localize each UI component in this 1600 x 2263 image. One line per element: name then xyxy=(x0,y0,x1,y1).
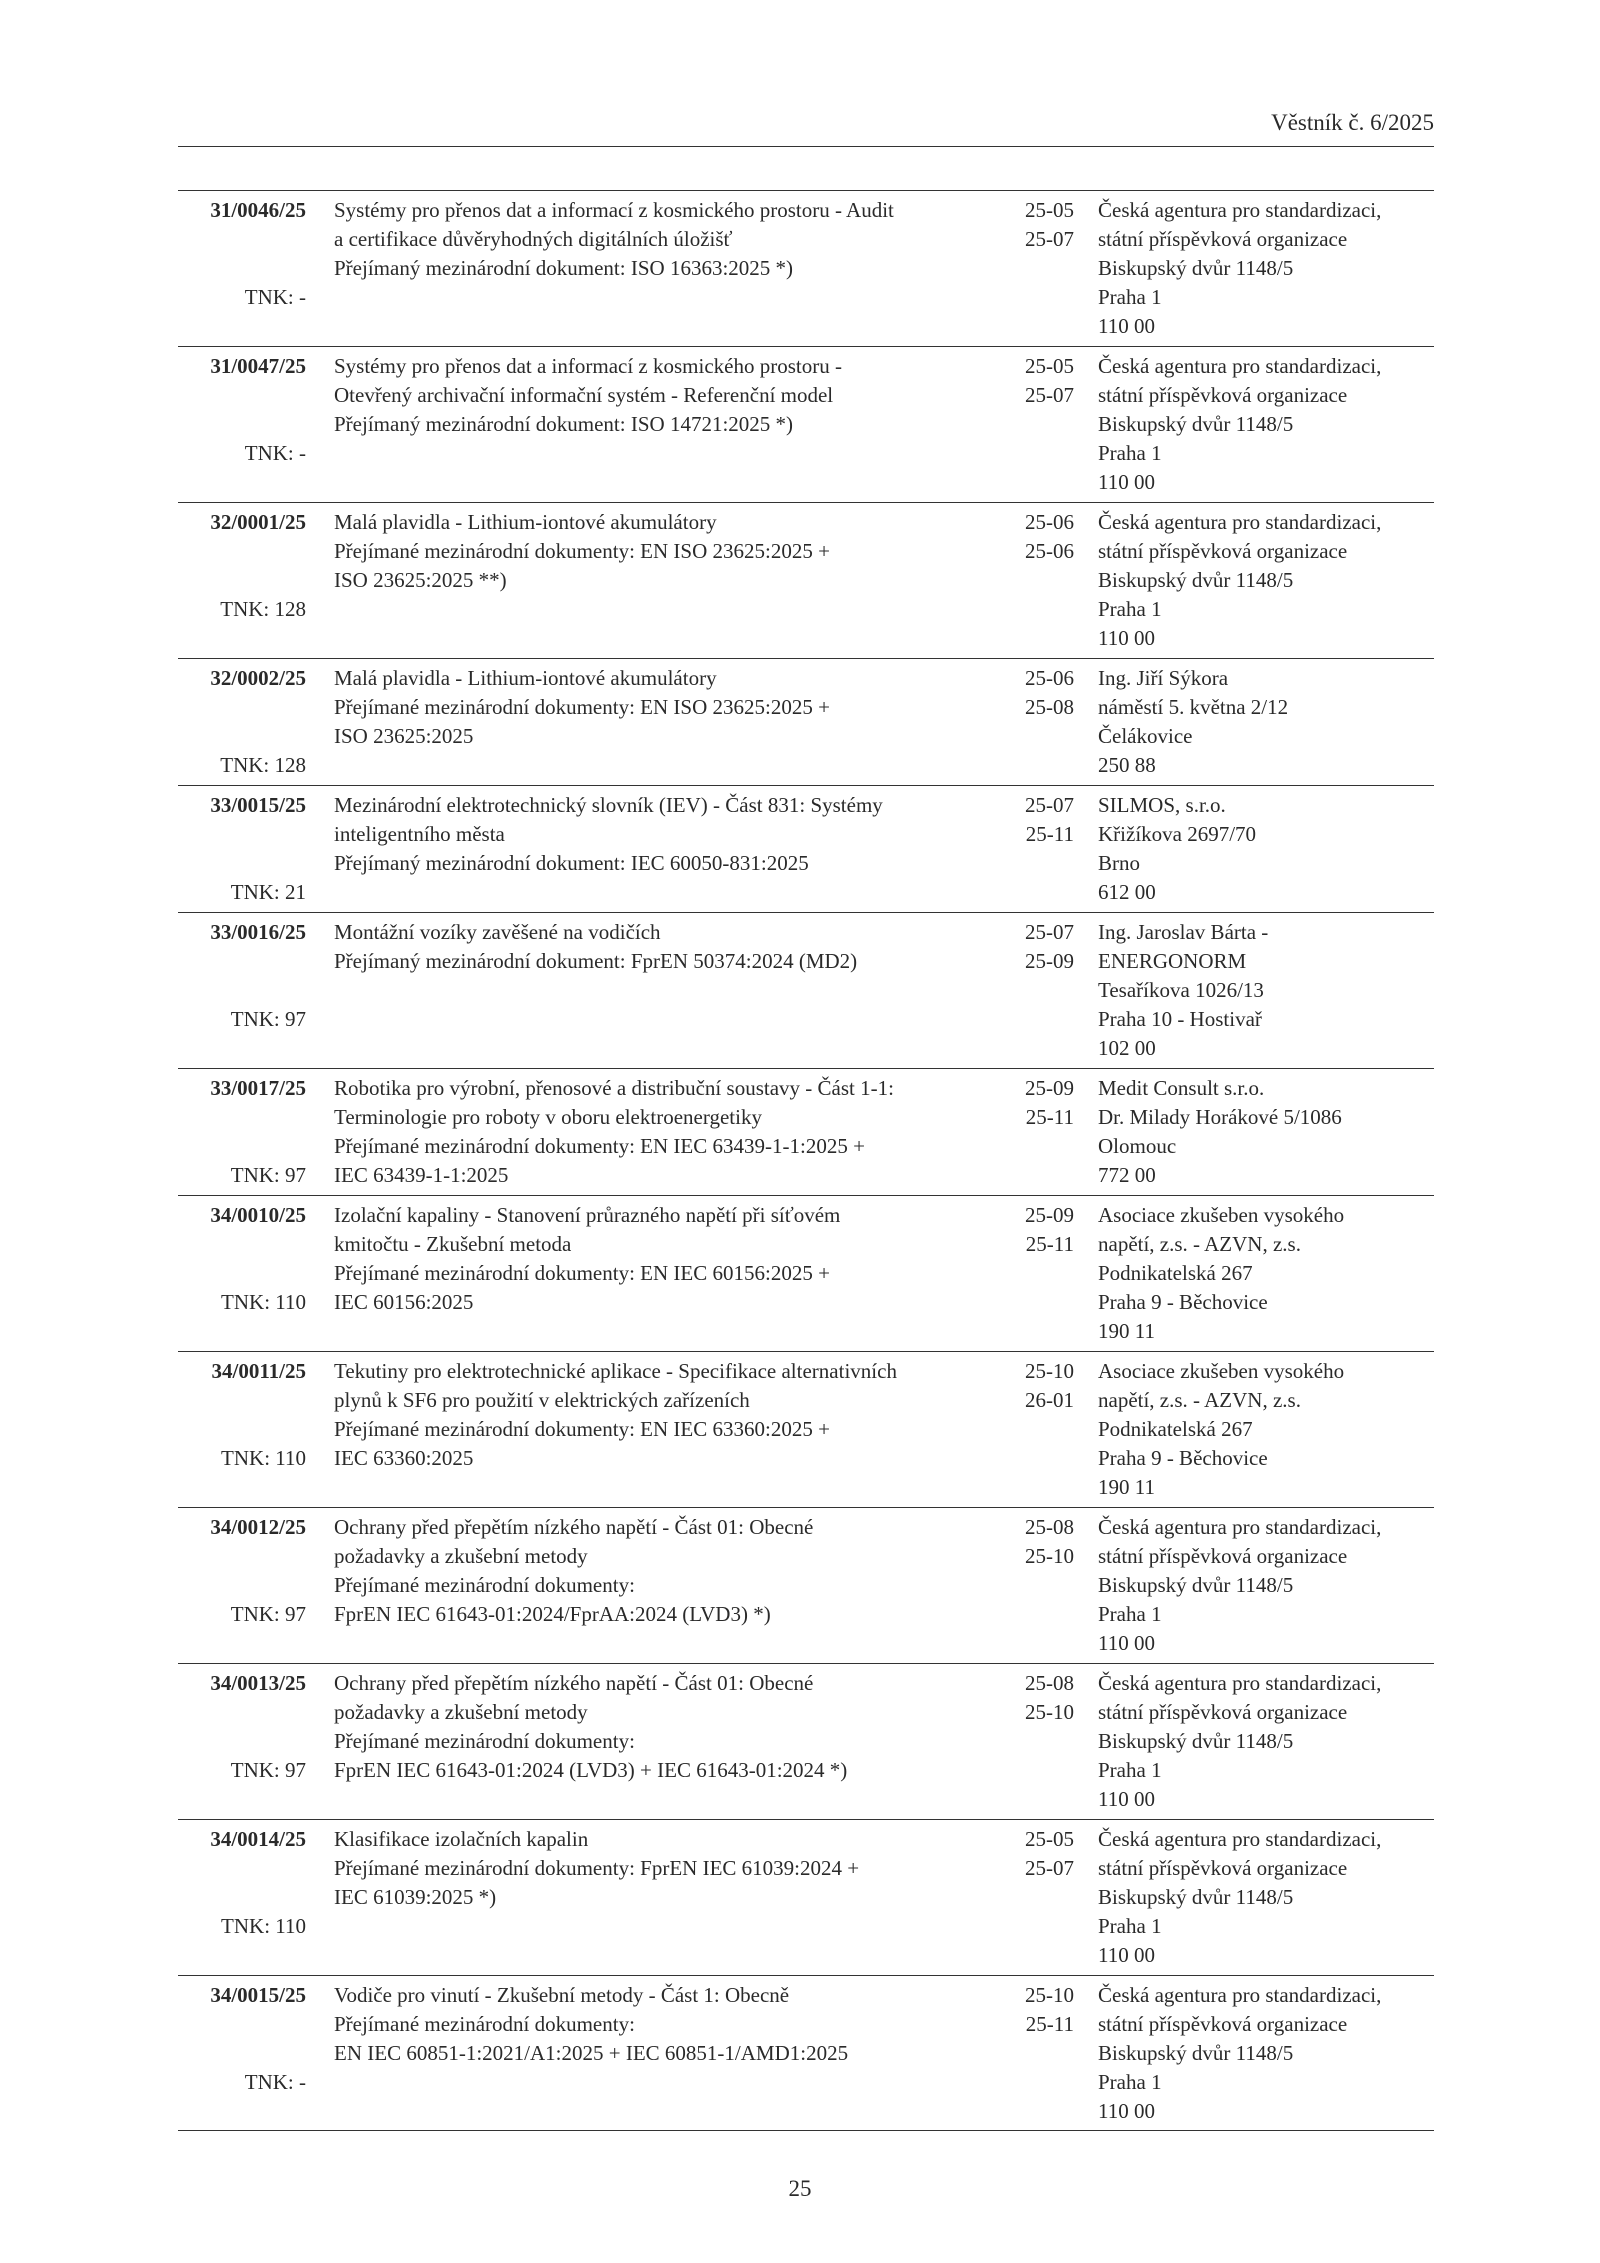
contact-line: 772 00 xyxy=(1098,1163,1156,1187)
entry-dates xyxy=(1014,918,1074,976)
date-value: 25-07 xyxy=(1025,383,1074,407)
contact-line: SILMOS, s.r.o. xyxy=(1098,793,1226,817)
tnk-label: TNK: 110 xyxy=(221,1290,306,1314)
date-value: 25-08 xyxy=(1025,1671,1074,1695)
contact-line: Česká agentura pro standardizaci, xyxy=(1098,1827,1382,1851)
entry-description xyxy=(334,1669,1014,1785)
entry-contact xyxy=(1098,1201,1434,1346)
contact-line: 102 00 xyxy=(1098,1036,1156,1060)
description-line: Přejímaný mezinárodní dokument: FprEN 50374:2024 (MD2) xyxy=(334,949,858,973)
contact-line: Česká agentura pro standardizaci, xyxy=(1098,1983,1382,2007)
contact-line: státní příspěvková organizace xyxy=(1098,539,1348,563)
description-line: požadavky a zkušební metody xyxy=(334,1700,588,1724)
contact-line: státní příspěvková organizace xyxy=(1098,1700,1348,1724)
contact-line: Křižíkova 2697/70 xyxy=(1098,822,1257,846)
date-value: 25-11 xyxy=(1025,1232,1074,1256)
entry-contact xyxy=(1098,508,1434,653)
date-value: 25-09 xyxy=(1025,1076,1074,1100)
contact-line: 110 00 xyxy=(1098,314,1155,338)
entry-number: 33/0016/25 xyxy=(210,920,306,944)
table-row xyxy=(178,912,1434,1068)
description-line: Izolační kapaliny - Stanovení průrazného napětí při síťovém xyxy=(334,1203,841,1227)
entry-contact xyxy=(1098,918,1434,1063)
description-line: FprEN IEC 61643-01:2024 (LVD3) + IEC 61643-01:2024 *) xyxy=(334,1758,848,1782)
contact-line: Praha 1 xyxy=(1098,1758,1162,1782)
description-line: Přejímaný mezinárodní dokument: IEC 60050-831:2025 xyxy=(334,851,809,875)
contact-line: Tesaříkova 1026/13 xyxy=(1098,978,1264,1002)
date-value: 26-01 xyxy=(1025,1388,1074,1412)
contact-line: Praha 1 xyxy=(1098,441,1162,465)
date-value: 25-08 xyxy=(1025,1515,1074,1539)
entry-dates xyxy=(1014,352,1074,410)
description-line: Tekutiny pro elektrotechnické aplikace - Specifikace alternativních xyxy=(334,1359,897,1383)
contact-line: 110 00 xyxy=(1098,2099,1155,2123)
description-line: Vodiče pro vinutí - Zkušební metody - Část 1: Obecně xyxy=(334,1983,790,2007)
description-line: plynů k SF6 pro použití v elektrických zařízeních xyxy=(334,1388,750,1412)
entry-number: 34/0013/25 xyxy=(210,1671,306,1695)
entry-description xyxy=(334,352,1014,439)
entry-number: 34/0015/25 xyxy=(210,1983,306,2007)
contact-line: státní příspěvková organizace xyxy=(1098,227,1348,251)
date-value: 25-10 xyxy=(1025,1544,1074,1568)
tnk-label: TNK: 97 xyxy=(230,1007,306,1031)
contact-line: Asociace zkušeben vysokého xyxy=(1098,1203,1345,1227)
tnk-label: TNK: 110 xyxy=(221,1914,306,1938)
entry-contact xyxy=(1098,1513,1434,1658)
table-row xyxy=(178,1068,1434,1195)
contact-line: Biskupský dvůr 1148/5 xyxy=(1098,1573,1294,1597)
contact-line: Praha 1 xyxy=(1098,1602,1162,1626)
description-line: inteligentního města xyxy=(334,822,505,846)
entry-contact xyxy=(1098,791,1434,907)
entry-number: 32/0001/25 xyxy=(210,510,306,534)
description-line: Přejímané mezinárodní dokumenty: xyxy=(334,1729,635,1753)
table-row xyxy=(178,190,1434,346)
date-value: 25-09 xyxy=(1025,949,1074,973)
entry-contact xyxy=(1098,1981,1434,2126)
contact-line: státní příspěvková organizace xyxy=(1098,2012,1348,2036)
contact-line: 110 00 xyxy=(1098,1943,1155,1967)
description-line: Montážní vozíky zavěšené na vodičích xyxy=(334,920,661,944)
tnk-label: TNK: 97 xyxy=(230,1758,306,1782)
contact-line: Ing. Jaroslav Bárta - xyxy=(1098,920,1269,944)
description-line: kmitočtu - Zkušební metoda xyxy=(334,1232,572,1256)
description-line: IEC 63360:2025 xyxy=(334,1446,474,1470)
contact-line: Medit Consult s.r.o. xyxy=(1098,1076,1265,1100)
entry-description xyxy=(334,791,1014,878)
date-value: 25-07 xyxy=(1025,1856,1074,1880)
description-line: Přejímané mezinárodní dokumenty: EN IEC 63439-1-1:2025 + xyxy=(334,1134,865,1158)
tnk-label: TNK: - xyxy=(244,285,306,309)
contact-line: státní příspěvková organizace xyxy=(1098,1856,1348,1880)
entry-dates xyxy=(1014,1513,1074,1571)
contact-line: Asociace zkušeben vysokého xyxy=(1098,1359,1345,1383)
entry-dates xyxy=(1014,1981,1074,2039)
contact-line: státní příspěvková organizace xyxy=(1098,383,1348,407)
tnk-label: TNK: 128 xyxy=(220,597,306,621)
table-row xyxy=(178,1663,1434,1819)
contact-line: Praha 1 xyxy=(1098,597,1162,621)
contact-line: Praha 10 - Hostivař xyxy=(1098,1007,1262,1031)
page-number: 25 xyxy=(788,2176,812,2201)
contact-line: Biskupský dvůr 1148/5 xyxy=(1098,1885,1294,1909)
description-line: Malá plavidla - Lithium-iontové akumulátory xyxy=(334,510,717,534)
date-value: 25-05 xyxy=(1025,198,1074,222)
entry-description xyxy=(334,1513,1014,1629)
description-line: Přejímané mezinárodní dokumenty: EN ISO 23625:2025 + xyxy=(334,539,830,563)
entry-number: 32/0002/25 xyxy=(210,666,306,690)
entry-contact xyxy=(1098,1825,1434,1970)
entry-description xyxy=(334,196,1014,283)
table-row xyxy=(178,1819,1434,1975)
contact-line: 250 88 xyxy=(1098,753,1156,777)
entry-number: 34/0011/25 xyxy=(211,1359,306,1383)
description-line: Terminologie pro roboty v oboru elektroenergetiky xyxy=(334,1105,762,1129)
entry-description xyxy=(334,508,1014,595)
date-value: 25-07 xyxy=(1025,227,1074,251)
table-row xyxy=(178,1195,1434,1351)
contact-line: Olomouc xyxy=(1098,1134,1177,1158)
tnk-label: TNK: - xyxy=(244,441,306,465)
entry-number: 34/0012/25 xyxy=(210,1515,306,1539)
date-value: 25-08 xyxy=(1025,695,1074,719)
contact-line: náměstí 5. května 2/12 xyxy=(1098,695,1289,719)
date-value: 25-10 xyxy=(1025,1700,1074,1724)
contact-line: Čelákovice xyxy=(1098,724,1193,748)
contact-line: 190 11 xyxy=(1098,1475,1155,1499)
description-line: a certifikace důvěryhodných digitálních úložišť xyxy=(334,227,733,251)
description-line: Systémy pro přenos dat a informací z kosmického prostoru - Audit xyxy=(334,198,894,222)
contact-line: Biskupský dvůr 1148/5 xyxy=(1098,412,1294,436)
date-value: 25-09 xyxy=(1025,1203,1074,1227)
contact-line: Praha 1 xyxy=(1098,1914,1162,1938)
description-line: požadavky a zkušební metody xyxy=(334,1544,588,1568)
table-row xyxy=(178,785,1434,912)
table-row xyxy=(178,1351,1434,1507)
date-value: 25-05 xyxy=(1025,1827,1074,1851)
tnk-label: TNK: - xyxy=(244,2070,306,2094)
entry-contact xyxy=(1098,1357,1434,1502)
contact-line: 612 00 xyxy=(1098,880,1156,904)
entry-dates xyxy=(1014,1825,1074,1883)
contact-line: Praha 1 xyxy=(1098,2070,1162,2094)
contact-line: Česká agentura pro standardizaci, xyxy=(1098,198,1382,222)
contact-line: Česká agentura pro standardizaci, xyxy=(1098,1515,1382,1539)
table-row xyxy=(178,346,1434,502)
date-value: 25-06 xyxy=(1025,510,1074,534)
description-line: Malá plavidla - Lithium-iontové akumulátory xyxy=(334,666,717,690)
description-line: Klasifikace izolačních kapalin xyxy=(334,1827,589,1851)
entry-dates xyxy=(1014,1074,1074,1132)
contact-line: Česká agentura pro standardizaci, xyxy=(1098,354,1382,378)
date-value: 25-10 xyxy=(1025,1983,1074,2007)
date-value: 25-07 xyxy=(1025,920,1074,944)
description-line: Mezinárodní elektrotechnický slovník (IEV) - Část 831: Systémy xyxy=(334,793,883,817)
journal-title: Věstník č. 6/2025 xyxy=(1271,110,1434,135)
entry-contact xyxy=(1098,196,1434,341)
entry-number: 34/0014/25 xyxy=(210,1827,306,1851)
contact-line: 110 00 xyxy=(1098,1631,1155,1655)
contact-line: 110 00 xyxy=(1098,1787,1155,1811)
tnk-label: TNK: 21 xyxy=(230,880,306,904)
entry-contact xyxy=(1098,352,1434,497)
entry-dates xyxy=(1014,791,1074,849)
date-value: 25-05 xyxy=(1025,354,1074,378)
entry-number: 34/0010/25 xyxy=(210,1203,306,1227)
contact-line: 110 00 xyxy=(1098,470,1155,494)
entry-description xyxy=(334,918,1014,976)
description-line: Přejímané mezinárodní dokumenty: EN IEC 63360:2025 + xyxy=(334,1417,830,1441)
entry-description xyxy=(334,1074,1014,1190)
date-value: 25-11 xyxy=(1025,1105,1074,1129)
entry-dates xyxy=(1014,1201,1074,1259)
contact-line: Praha 9 - Běchovice xyxy=(1098,1290,1268,1314)
standards-table xyxy=(178,190,1434,2131)
contact-line: Biskupský dvůr 1148/5 xyxy=(1098,568,1294,592)
contact-line: Podnikatelská 267 xyxy=(1098,1261,1253,1285)
contact-line: napětí, z.s. - AZVN, z.s. xyxy=(1098,1388,1301,1412)
contact-line: Česká agentura pro standardizaci, xyxy=(1098,1671,1382,1695)
description-line: Přejímané mezinárodní dokumenty: xyxy=(334,2012,635,2036)
entry-dates xyxy=(1014,196,1074,254)
description-line: IEC 60156:2025 xyxy=(334,1290,474,1314)
entry-number: 31/0046/25 xyxy=(210,198,306,222)
entry-contact xyxy=(1098,664,1434,780)
contact-line: státní příspěvková organizace xyxy=(1098,1544,1348,1568)
contact-line: Biskupský dvůr 1148/5 xyxy=(1098,2041,1294,2065)
date-value: 25-11 xyxy=(1025,2012,1074,2036)
description-line: Otevřený archivační informační systém - Referenční model xyxy=(334,383,834,407)
entry-number: 33/0017/25 xyxy=(210,1076,306,1100)
description-line: Ochrany před přepětím nízkého napětí - Část 01: Obecné xyxy=(334,1671,814,1695)
description-line: Přejímaný mezinárodní dokument: ISO 14721:2025 *) xyxy=(334,412,794,436)
contact-line: Podnikatelská 267 xyxy=(1098,1417,1253,1441)
description-line: Robotika pro výrobní, přenosové a distribuční soustavy - Část 1-1: xyxy=(334,1076,894,1100)
description-line: IEC 63439-1-1:2025 xyxy=(334,1163,509,1187)
contact-line: Praha 9 - Běchovice xyxy=(1098,1446,1268,1470)
contact-line: Biskupský dvůr 1148/5 xyxy=(1098,256,1294,280)
contact-line: Biskupský dvůr 1148/5 xyxy=(1098,1729,1294,1753)
tnk-label: TNK: 97 xyxy=(230,1163,306,1187)
tnk-label: TNK: 110 xyxy=(221,1446,306,1470)
entry-description xyxy=(334,1825,1014,1912)
entry-contact xyxy=(1098,1074,1434,1190)
description-line: EN IEC 60851-1:2021/A1:2025 + IEC 60851-1/AMD1:2025 xyxy=(334,2041,849,2065)
entry-dates xyxy=(1014,508,1074,566)
entry-description xyxy=(334,1357,1014,1473)
description-line: Ochrany před přepětím nízkého napětí - Část 01: Obecné xyxy=(334,1515,814,1539)
date-value: 25-06 xyxy=(1025,666,1074,690)
entry-description xyxy=(334,1201,1014,1317)
date-value: 25-10 xyxy=(1025,1359,1074,1383)
entry-description xyxy=(334,1981,1014,2068)
date-value: 25-11 xyxy=(1025,822,1074,846)
table-row xyxy=(178,502,1434,658)
description-line: Přejímané mezinárodní dokumenty: FprEN IEC 61039:2024 + xyxy=(334,1856,860,1880)
description-line: ISO 23625:2025 xyxy=(334,724,474,748)
contact-line: 190 11 xyxy=(1098,1319,1155,1343)
table-row xyxy=(178,1507,1434,1663)
entry-description xyxy=(334,664,1014,751)
entry-number: 31/0047/25 xyxy=(210,354,306,378)
table-row xyxy=(178,658,1434,785)
table-row xyxy=(178,1975,1434,2131)
page-header xyxy=(178,108,1434,147)
contact-line: 110 00 xyxy=(1098,626,1155,650)
contact-line: ENERGONORM xyxy=(1098,949,1247,973)
description-line: Přejímané mezinárodní dokumenty: EN ISO 23625:2025 + xyxy=(334,695,830,719)
tnk-label: TNK: 97 xyxy=(230,1602,306,1626)
entry-dates xyxy=(1014,1669,1074,1727)
contact-line: Praha 1 xyxy=(1098,285,1162,309)
contact-line: Dr. Milady Horákové 5/1086 xyxy=(1098,1105,1342,1129)
contact-line: Brno xyxy=(1098,851,1140,875)
description-line: ISO 23625:2025 **) xyxy=(334,568,507,592)
tnk-label: TNK: 128 xyxy=(220,753,306,777)
description-line: Přejímané mezinárodní dokumenty: EN IEC 60156:2025 + xyxy=(334,1261,830,1285)
entry-dates xyxy=(1014,664,1074,722)
contact-line: Ing. Jiří Sýkora xyxy=(1098,666,1229,690)
entry-number: 33/0015/25 xyxy=(210,793,306,817)
date-value: 25-06 xyxy=(1025,539,1074,563)
description-line: IEC 61039:2025 *) xyxy=(334,1885,497,1909)
contact-line: Česká agentura pro standardizaci, xyxy=(1098,510,1382,534)
contact-line: napětí, z.s. - AZVN, z.s. xyxy=(1098,1232,1301,1256)
description-line: Systémy pro přenos dat a informací z kosmického prostoru - xyxy=(334,354,842,378)
description-line: Přejímané mezinárodní dokumenty: xyxy=(334,1573,635,1597)
entry-contact xyxy=(1098,1669,1434,1814)
date-value: 25-07 xyxy=(1025,793,1074,817)
description-line: FprEN IEC 61643-01:2024/FprAA:2024 (LVD3) *) xyxy=(334,1602,771,1626)
description-line: Přejímaný mezinárodní dokument: ISO 16363:2025 *) xyxy=(334,256,794,280)
entry-dates xyxy=(1014,1357,1074,1415)
